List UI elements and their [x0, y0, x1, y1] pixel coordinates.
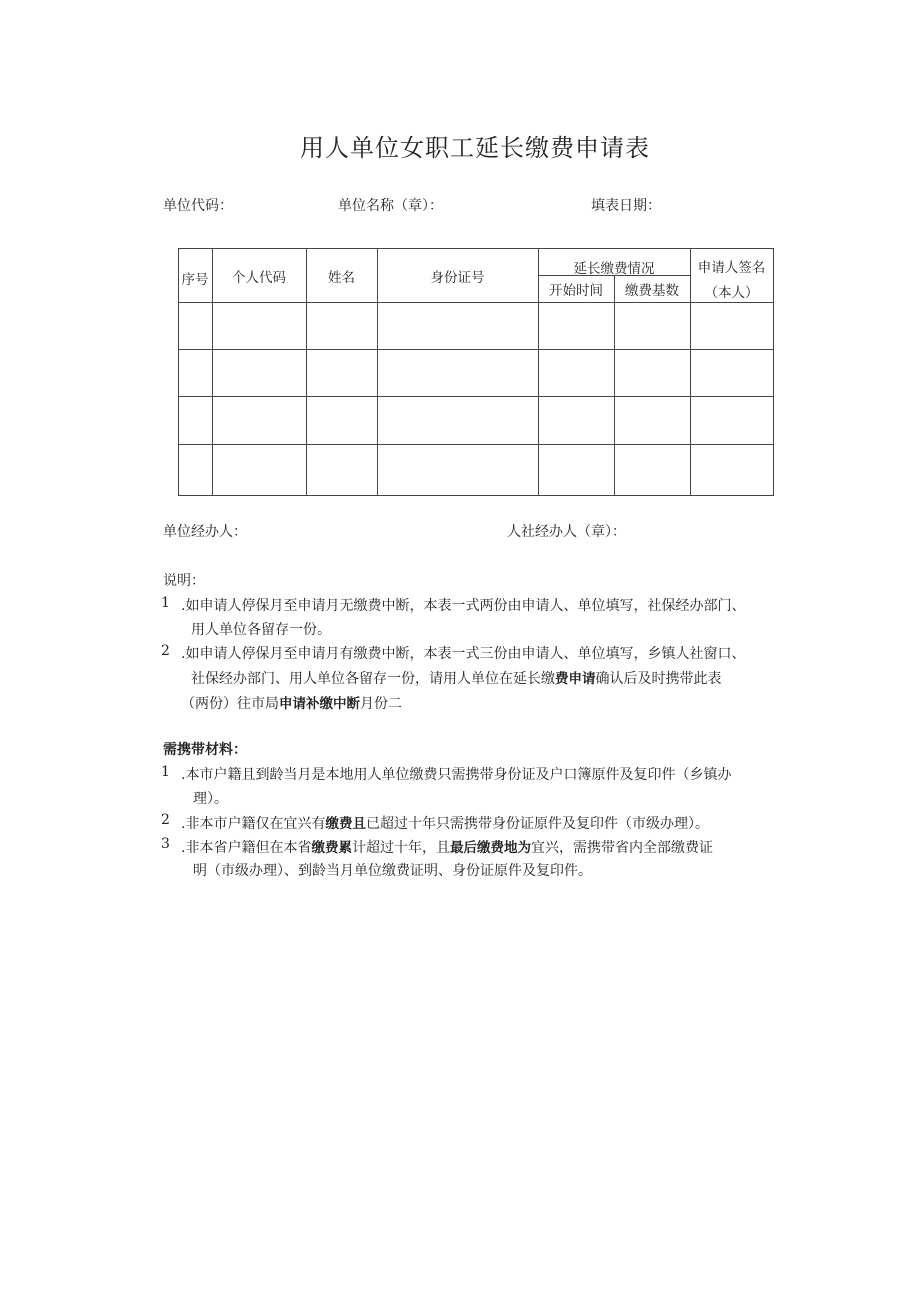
- col-base: 缴费基数: [625, 283, 679, 299]
- material-text: 理）。: [193, 791, 228, 807]
- note-text: 用人单位各留存一份。: [191, 622, 331, 638]
- material-text: .非本省户籍但在本省缴费累计超过十年，且最后缴费地为宜兴，需携带省内全部缴费证: [181, 840, 713, 856]
- col-name: 姓名: [328, 270, 355, 286]
- material-number: 3: [161, 836, 170, 852]
- material-text: .非本市户籍仅在宜兴有缴费且已超过十年只需携带身份证原件及复印件（市级办理）。: [181, 816, 709, 832]
- note-number: 1: [161, 595, 170, 611]
- col-signature-sub: （本人）: [704, 285, 759, 301]
- page-title: 用人单位女职工延长缴费申请表: [300, 134, 650, 162]
- unit-name-label: 单位名称（章）：: [338, 198, 443, 214]
- note-text: .如申请人停保月至申请月有缴费中断，本表一式三份由申请人、单位填写，乡镇人社窗口、: [181, 646, 746, 662]
- material-text: 明（市级办理）、到龄当月单位缴费证明、身份证原件及复印件。: [193, 863, 592, 879]
- col-personal-code: 个人代码: [232, 270, 286, 286]
- col-start-time: 开始时间: [549, 283, 603, 299]
- note-number: 2: [161, 643, 170, 659]
- material-number: 2: [161, 812, 170, 828]
- col-seq: 序号: [181, 272, 209, 288]
- notes-heading: 说明：: [163, 573, 205, 589]
- col-signature: 申请人签名: [697, 260, 766, 276]
- col-id-number: 身份证号: [430, 270, 485, 286]
- material-text: .本市户籍且到龄当月是本地用人单位缴费只需携带身份证及户口簿原件及复印件（乡镇办: [181, 767, 732, 783]
- fill-date-label: 填表日期：: [591, 198, 661, 214]
- hrss-handler-label: 人社经办人（章）：: [507, 524, 626, 540]
- note-text: .如申请人停保月至申请月无缴费中断，本表一式两份由申请人、单位填写，社保经办部门、: [181, 598, 746, 614]
- note-text: （两份）往市局申请补缴中断月份二: [181, 696, 402, 712]
- col-extension: 延长缴费情况: [573, 261, 655, 277]
- material-number: 1: [161, 764, 170, 780]
- unit-code-label: 单位代码：: [163, 198, 233, 214]
- materials-heading: 需携带材料：: [163, 742, 247, 758]
- note-text: 社保经办部门、用人单位各留存一份，请用人单位在延长缴费申请确认后及时携带此表: [191, 671, 722, 687]
- unit-handler-label: 单位经办人：: [163, 524, 247, 540]
